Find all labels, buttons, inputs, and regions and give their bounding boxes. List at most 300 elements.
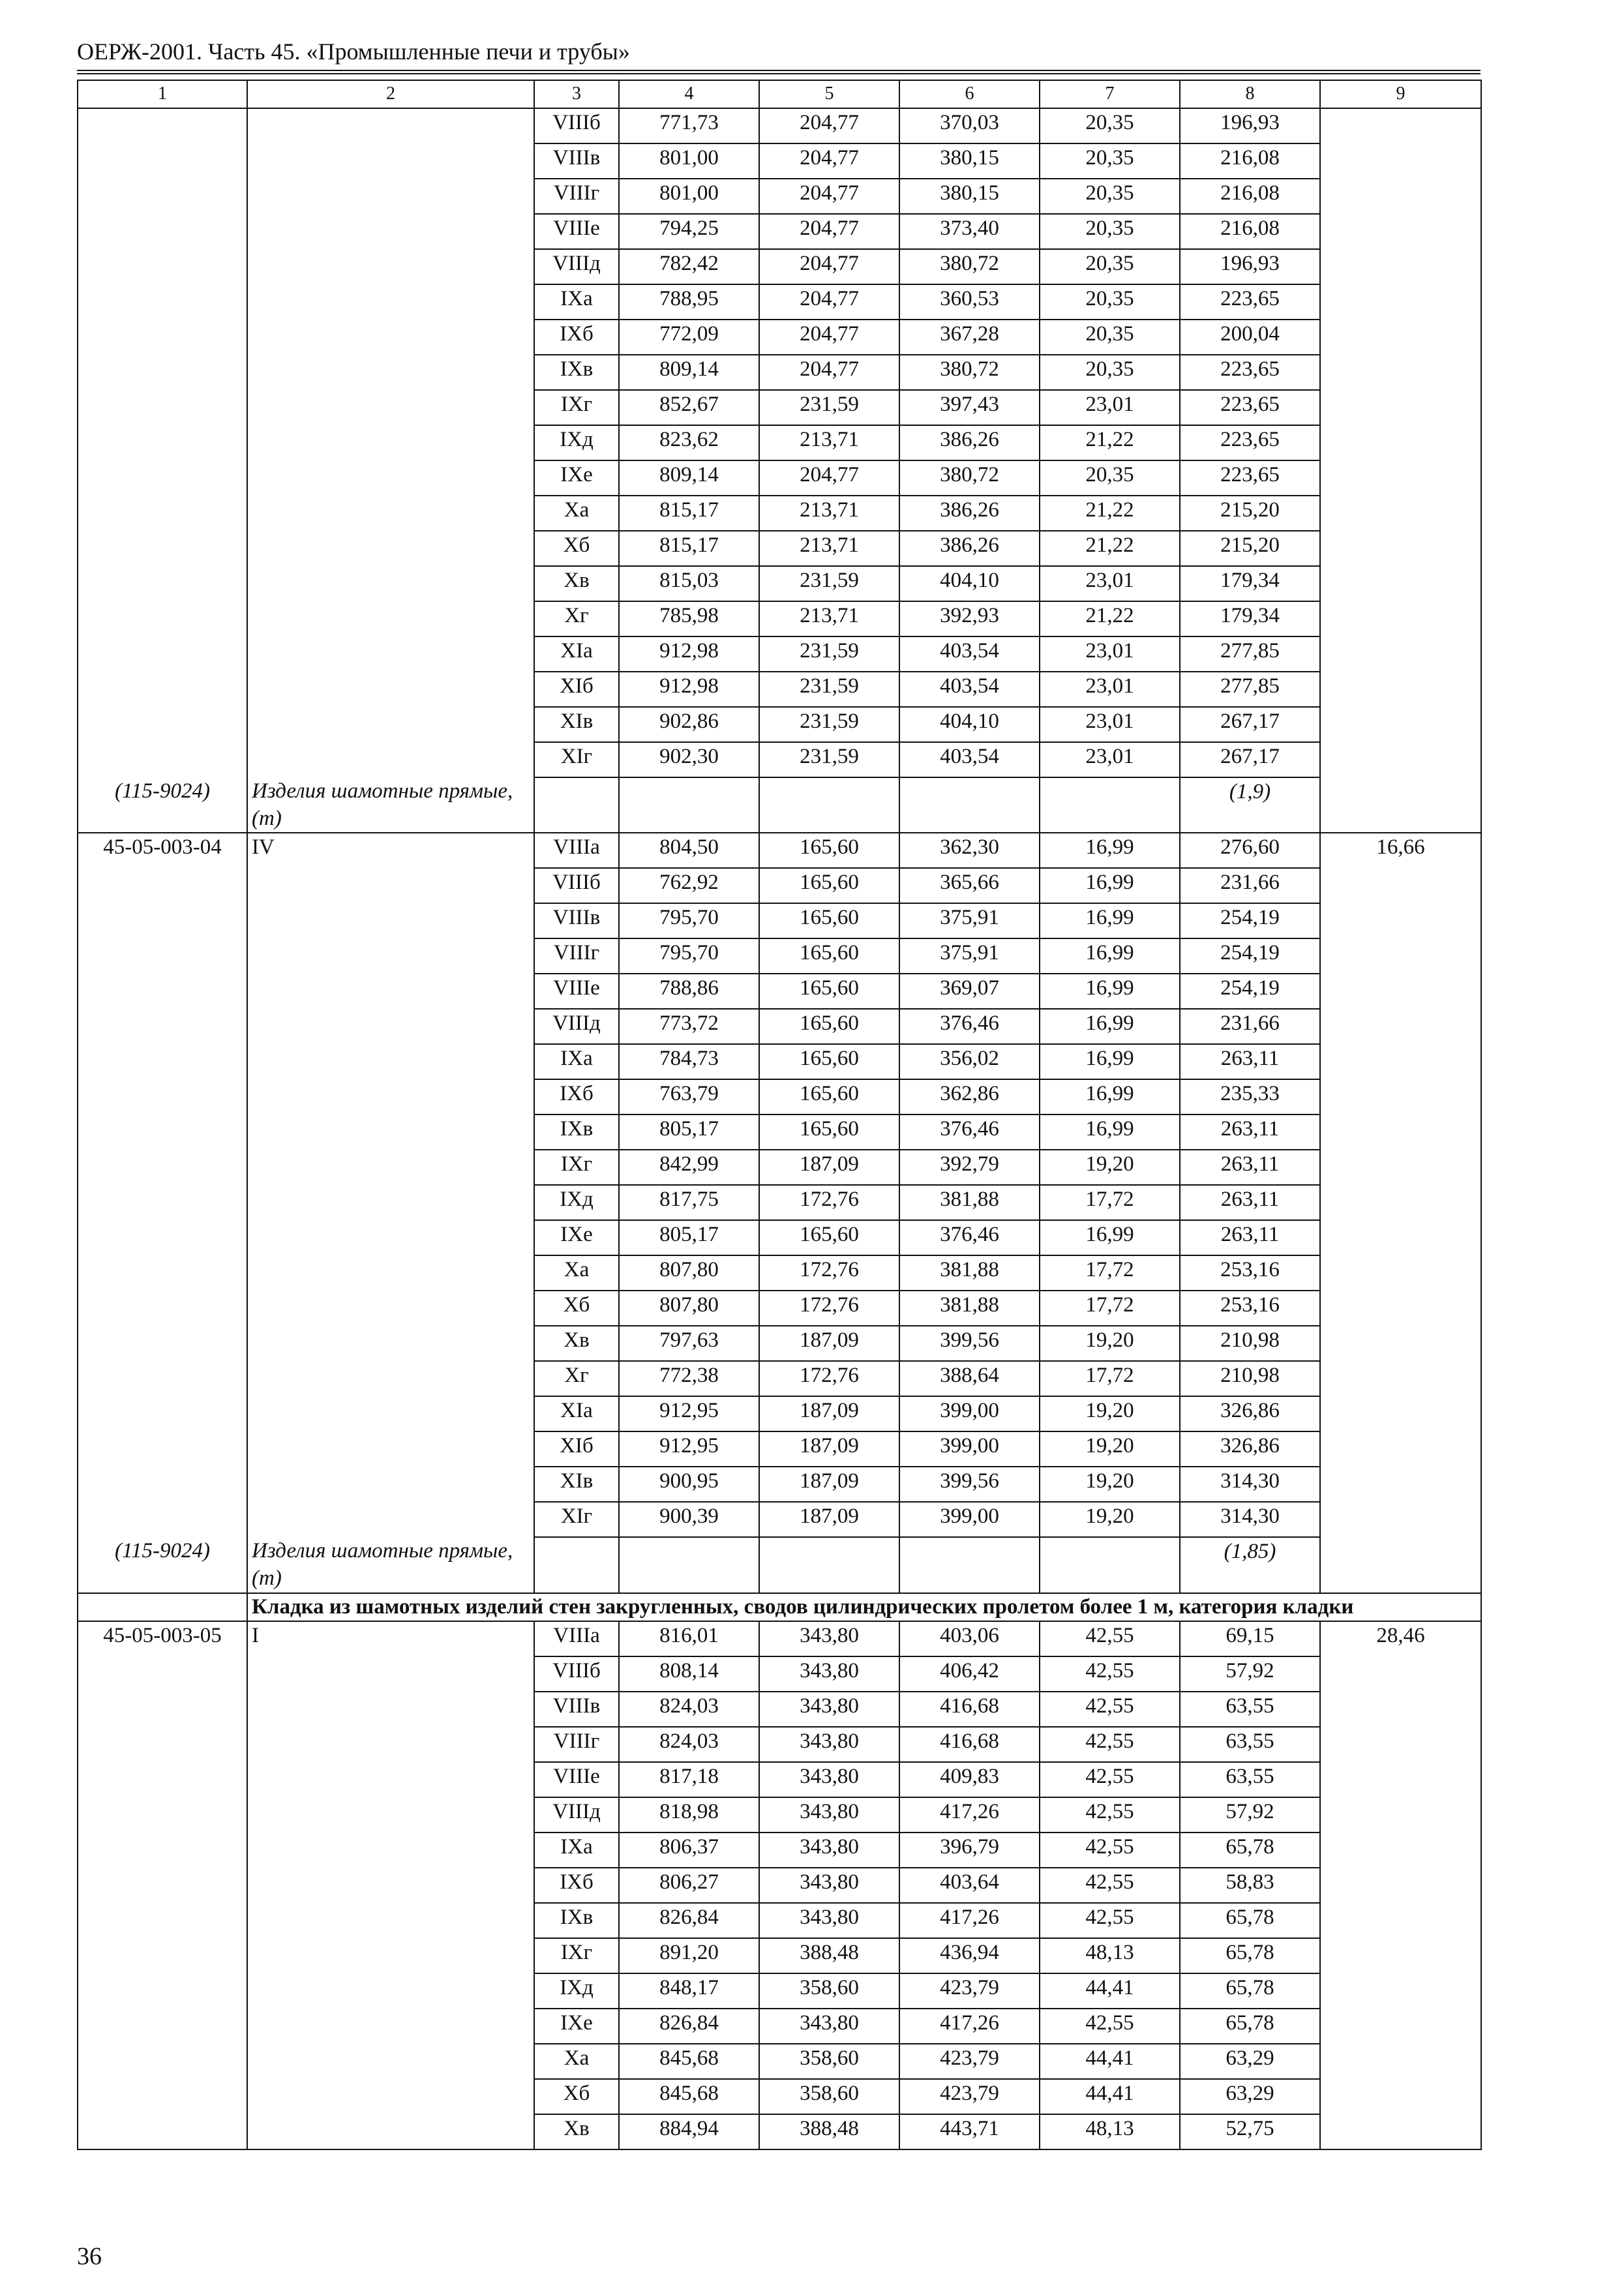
value-cell: 65,78: [1180, 1833, 1320, 1868]
rate-code-cell: [78, 1868, 247, 1903]
temperature-zone-cell: XIа: [534, 636, 619, 672]
value-cell: 21,22: [1040, 531, 1180, 566]
value-cell: 19,20: [1040, 1326, 1180, 1361]
masonry-category-cell: [247, 284, 534, 320]
value-cell: 165,60: [759, 903, 899, 938]
value-cell: 416,68: [899, 1692, 1040, 1727]
value-cell: 21,22: [1040, 496, 1180, 531]
rate-code-cell: [78, 531, 247, 566]
temperature-zone-cell: VIIIе: [534, 214, 619, 249]
value-cell: 816,01: [619, 1621, 759, 1656]
value-cell: 902,86: [619, 707, 759, 742]
table-row: [78, 1150, 1481, 1185]
masonry-category-cell: [247, 1797, 534, 1833]
value-cell: 358,60: [759, 2044, 899, 2079]
value-cell: 42,55: [1040, 1833, 1180, 1868]
rate-code-cell: [78, 249, 247, 284]
value-cell: 231,59: [759, 707, 899, 742]
value-cell: 20,35: [1040, 108, 1180, 143]
rate-code-cell: [78, 1396, 247, 1431]
value-cell: 215,20: [1180, 496, 1320, 531]
temperature-zone-cell: XIг: [534, 742, 619, 777]
value-cell: 231,59: [759, 672, 899, 707]
col9-cell: [1320, 355, 1481, 390]
value-cell: 809,14: [619, 460, 759, 496]
value-cell: 375,91: [899, 938, 1040, 974]
value-cell: 403,06: [899, 1621, 1040, 1656]
value-cell: 815,17: [619, 531, 759, 566]
rate-code-cell: [78, 355, 247, 390]
masonry-category-cell: [247, 742, 534, 777]
temperature-zone-cell: VIIIд: [534, 1009, 619, 1044]
value-cell: 842,99: [619, 1150, 759, 1185]
value-cell: 343,80: [759, 1727, 899, 1762]
value-cell: 165,60: [759, 938, 899, 974]
value-cell: 772,09: [619, 320, 759, 355]
value-cell: 42,55: [1040, 1692, 1180, 1727]
rate-code-cell: [78, 1220, 247, 1255]
temperature-zone-cell: VIIIб: [534, 868, 619, 903]
col9-cell: [1320, 938, 1481, 974]
value-cell: 204,77: [759, 249, 899, 284]
value-cell: 403,64: [899, 1868, 1040, 1903]
value-cell: 388,48: [759, 1938, 899, 1973]
value-cell: 204,77: [759, 355, 899, 390]
table-row: [78, 355, 1481, 390]
value-cell: 165,60: [759, 1115, 899, 1150]
rate-code-cell: [78, 1502, 247, 1537]
table-row: [78, 1220, 1481, 1255]
value-cell: 210,98: [1180, 1361, 1320, 1396]
value-cell: 231,66: [1180, 868, 1320, 903]
masonry-category-cell: [247, 1431, 534, 1467]
masonry-category-cell: [247, 108, 534, 143]
material-consumption-cell: (1,85): [1180, 1537, 1320, 1593]
value-cell: 254,19: [1180, 974, 1320, 1009]
masonry-category-cell: [247, 1079, 534, 1115]
value-cell: 215,20: [1180, 531, 1320, 566]
col9-cell: [1320, 1255, 1481, 1291]
value-cell: 216,08: [1180, 214, 1320, 249]
masonry-category-cell: [247, 1115, 534, 1150]
value-cell: 20,35: [1040, 249, 1180, 284]
value-cell: 223,65: [1180, 425, 1320, 460]
value-cell: 326,86: [1180, 1396, 1320, 1431]
rate-code-cell: [78, 2009, 247, 2044]
empty-cell: [619, 1537, 759, 1593]
value-cell: 172,76: [759, 1291, 899, 1326]
table-row: [78, 672, 1481, 707]
value-cell: 58,83: [1180, 1868, 1320, 1903]
value-cell: 23,01: [1040, 636, 1180, 672]
table-row: [78, 1868, 1481, 1903]
masonry-category-cell: [247, 1692, 534, 1727]
temperature-zone-cell: VIIIе: [534, 974, 619, 1009]
temperature-zone-cell: IXг: [534, 390, 619, 425]
table-row: [78, 1431, 1481, 1467]
value-cell: 801,00: [619, 179, 759, 214]
rates-table: [77, 80, 1482, 2150]
masonry-category-cell: I: [247, 1621, 534, 1656]
masonry-category-cell: [247, 1938, 534, 1973]
masonry-category-cell: [247, 1973, 534, 2009]
empty-cell: [1320, 1537, 1481, 1593]
column-number: 6: [899, 80, 1040, 108]
rate-code-cell: [78, 1692, 247, 1727]
masonry-category-cell: [247, 1467, 534, 1502]
value-cell: 795,70: [619, 938, 759, 974]
value-cell: 771,73: [619, 108, 759, 143]
value-cell: 17,72: [1040, 1291, 1180, 1326]
value-cell: 57,92: [1180, 1656, 1320, 1692]
rate-code-cell: [78, 1431, 247, 1467]
table-row: [78, 1727, 1481, 1762]
rate-code-cell: [78, 601, 247, 636]
col9-cell: [1320, 460, 1481, 496]
value-cell: 380,15: [899, 143, 1040, 179]
material-consumption-cell: (1,9): [1180, 777, 1320, 833]
masonry-category-cell: [247, 974, 534, 1009]
value-cell: 20,35: [1040, 284, 1180, 320]
col9-cell: [1320, 974, 1481, 1009]
temperature-zone-cell: VIIIг: [534, 938, 619, 974]
table-row: [78, 601, 1481, 636]
col9-cell: [1320, 636, 1481, 672]
value-cell: 852,67: [619, 390, 759, 425]
value-cell: 375,91: [899, 903, 1040, 938]
col9-cell: [1320, 1973, 1481, 2009]
masonry-category-cell: [247, 2009, 534, 2044]
value-cell: 187,09: [759, 1326, 899, 1361]
temperature-zone-cell: IXа: [534, 284, 619, 320]
masonry-category-cell: [247, 1727, 534, 1762]
table-row: [78, 143, 1481, 179]
empty-cell: [1320, 777, 1481, 833]
value-cell: 788,95: [619, 284, 759, 320]
value-cell: 187,09: [759, 1150, 899, 1185]
value-cell: 263,11: [1180, 1044, 1320, 1079]
table-row: [78, 108, 1481, 143]
value-cell: 16,99: [1040, 974, 1180, 1009]
table-row: [78, 1185, 1481, 1220]
rate-code-cell: 45-05-003-04: [78, 833, 247, 868]
value-cell: 57,92: [1180, 1797, 1320, 1833]
value-cell: 23,01: [1040, 566, 1180, 601]
value-cell: 16,99: [1040, 903, 1180, 938]
value-cell: 231,59: [759, 742, 899, 777]
section-title: Кладка из шамотных изделий стен закругленных, сводов цилиндрических пролетом более 1 м, категория кладки: [247, 1593, 1481, 1621]
col9-cell: [1320, 1150, 1481, 1185]
value-cell: 815,03: [619, 566, 759, 601]
value-cell: 20,35: [1040, 355, 1180, 390]
masonry-category-cell: [247, 1361, 534, 1396]
empty-cell: [534, 777, 619, 833]
value-cell: 42,55: [1040, 1762, 1180, 1797]
temperature-zone-cell: XIв: [534, 707, 619, 742]
value-cell: 404,10: [899, 707, 1040, 742]
temperature-zone-cell: IXб: [534, 1868, 619, 1903]
col9-cell: [1320, 1185, 1481, 1220]
value-cell: 396,79: [899, 1833, 1040, 1868]
value-cell: 165,60: [759, 1220, 899, 1255]
temperature-zone-cell: IXб: [534, 1079, 619, 1115]
col9-cell: [1320, 2079, 1481, 2114]
masonry-category-cell: [247, 636, 534, 672]
rate-code-cell: [78, 1044, 247, 1079]
value-cell: 403,54: [899, 742, 1040, 777]
col9-cell: [1320, 2009, 1481, 2044]
value-cell: 20,35: [1040, 320, 1180, 355]
temperature-zone-cell: IXв: [534, 355, 619, 390]
value-cell: 808,14: [619, 1656, 759, 1692]
masonry-category-cell: [247, 1656, 534, 1692]
masonry-category-cell: [247, 179, 534, 214]
value-cell: 19,20: [1040, 1502, 1180, 1537]
value-cell: 326,86: [1180, 1431, 1320, 1467]
temperature-zone-cell: IXв: [534, 1115, 619, 1150]
value-cell: 165,60: [759, 1044, 899, 1079]
temperature-zone-cell: Xб: [534, 1291, 619, 1326]
value-cell: 356,02: [899, 1044, 1040, 1079]
value-cell: 267,17: [1180, 707, 1320, 742]
value-cell: 204,77: [759, 460, 899, 496]
value-cell: 216,08: [1180, 143, 1320, 179]
masonry-category-cell: [247, 2044, 534, 2079]
rate-code-cell: [78, 636, 247, 672]
value-cell: 804,50: [619, 833, 759, 868]
value-cell: 263,11: [1180, 1150, 1320, 1185]
temperature-zone-cell: VIIIа: [534, 1621, 619, 1656]
value-cell: 381,88: [899, 1291, 1040, 1326]
table-row: [78, 938, 1481, 974]
value-cell: 386,26: [899, 496, 1040, 531]
col9-cell: [1320, 2044, 1481, 2079]
temperature-zone-cell: VIIIв: [534, 1692, 619, 1727]
value-cell: 216,08: [1180, 179, 1320, 214]
value-cell: 423,79: [899, 1973, 1040, 2009]
value-cell: 63,29: [1180, 2044, 1320, 2079]
value-cell: 912,95: [619, 1396, 759, 1431]
value-cell: 165,60: [759, 868, 899, 903]
temperature-zone-cell: IXе: [534, 2009, 619, 2044]
page-number: 36: [77, 2243, 102, 2270]
value-cell: 376,46: [899, 1220, 1040, 1255]
material-code-cell: (115-9024): [78, 1537, 247, 1593]
masonry-category-cell: [247, 1502, 534, 1537]
value-cell: 16,99: [1040, 1079, 1180, 1115]
value-cell: 343,80: [759, 1903, 899, 1938]
masonry-category-cell: [247, 214, 534, 249]
table-row: [78, 1692, 1481, 1727]
value-cell: 19,20: [1040, 1396, 1180, 1431]
value-cell: 213,71: [759, 425, 899, 460]
value-cell: 165,60: [759, 974, 899, 1009]
value-cell: 782,42: [619, 249, 759, 284]
table-row: [78, 2009, 1481, 2044]
document-header: [77, 38, 1481, 71]
value-cell: 65,78: [1180, 1903, 1320, 1938]
rate-code-cell: [78, 672, 247, 707]
empty-cell: [78, 1593, 247, 1621]
value-cell: 16,99: [1040, 938, 1180, 974]
col9-cell: [1320, 2114, 1481, 2149]
value-cell: 817,18: [619, 1762, 759, 1797]
value-cell: 165,60: [759, 1009, 899, 1044]
value-cell: 179,34: [1180, 566, 1320, 601]
value-cell: 404,10: [899, 566, 1040, 601]
temperature-zone-cell: Xа: [534, 1255, 619, 1291]
document-title: ОЕРЖ-2001. Часть 45. «Промышленные печи и трубы»: [77, 38, 630, 65]
rate-code-cell: [78, 108, 247, 143]
temperature-zone-cell: Xв: [534, 2114, 619, 2149]
value-cell: 381,88: [899, 1185, 1040, 1220]
table-row: [78, 1833, 1481, 1868]
value-cell: 254,19: [1180, 903, 1320, 938]
table-row: [78, 868, 1481, 903]
value-cell: 23,01: [1040, 707, 1180, 742]
table-row: [78, 320, 1481, 355]
value-cell: 231,66: [1180, 1009, 1320, 1044]
value-cell: 277,85: [1180, 636, 1320, 672]
rate-code-cell: [78, 2044, 247, 2079]
value-cell: 416,68: [899, 1727, 1040, 1762]
value-cell: 17,72: [1040, 1255, 1180, 1291]
temperature-zone-cell: VIIIд: [534, 1797, 619, 1833]
value-cell: 809,14: [619, 355, 759, 390]
value-cell: 891,20: [619, 1938, 759, 1973]
value-cell: 403,54: [899, 636, 1040, 672]
rate-code-cell: [78, 1326, 247, 1361]
value-cell: 277,85: [1180, 672, 1320, 707]
value-cell: 44,41: [1040, 1973, 1180, 2009]
table-row: [78, 1656, 1481, 1692]
value-cell: 200,04: [1180, 320, 1320, 355]
temperature-zone-cell: IXд: [534, 1185, 619, 1220]
table-row: [78, 1973, 1481, 2009]
masonry-category-cell: [247, 707, 534, 742]
rate-code-cell: [78, 938, 247, 974]
table-row: [78, 707, 1481, 742]
value-cell: 204,77: [759, 108, 899, 143]
value-cell: 380,72: [899, 460, 1040, 496]
temperature-zone-cell: IXа: [534, 1044, 619, 1079]
rate-code-cell: [78, 2079, 247, 2114]
col9-cell: [1320, 1762, 1481, 1797]
masonry-category-cell: [247, 601, 534, 636]
temperature-zone-cell: XIа: [534, 1396, 619, 1431]
col9-cell: [1320, 496, 1481, 531]
value-cell: 223,65: [1180, 460, 1320, 496]
value-cell: 23,01: [1040, 672, 1180, 707]
masonry-category-cell: [247, 1326, 534, 1361]
value-cell: 204,77: [759, 284, 899, 320]
empty-cell: [899, 1537, 1040, 1593]
value-cell: 417,26: [899, 1797, 1040, 1833]
value-cell: 165,60: [759, 833, 899, 868]
empty-cell: [619, 777, 759, 833]
temperature-zone-cell: VIIIг: [534, 1727, 619, 1762]
value-cell: 16,99: [1040, 1220, 1180, 1255]
rate-code-cell: [78, 1762, 247, 1797]
col9-cell: [1320, 566, 1481, 601]
value-cell: 392,93: [899, 601, 1040, 636]
value-cell: 762,92: [619, 868, 759, 903]
temperature-zone-cell: XIв: [534, 1467, 619, 1502]
col9-cell: 16,66: [1320, 833, 1481, 868]
table-row: [78, 1797, 1481, 1833]
value-cell: 406,42: [899, 1656, 1040, 1692]
col9-cell: [1320, 179, 1481, 214]
rate-code-cell: [78, 2114, 247, 2149]
col9-cell: [1320, 1692, 1481, 1727]
value-cell: 399,56: [899, 1326, 1040, 1361]
value-cell: 369,07: [899, 974, 1040, 1009]
table-row: [78, 636, 1481, 672]
masonry-category-cell: [247, 496, 534, 531]
value-cell: 69,15: [1180, 1621, 1320, 1656]
value-cell: 16,99: [1040, 868, 1180, 903]
table-row: [78, 1255, 1481, 1291]
value-cell: 362,30: [899, 833, 1040, 868]
value-cell: 399,00: [899, 1431, 1040, 1467]
col9-cell: [1320, 214, 1481, 249]
temperature-zone-cell: IXв: [534, 1903, 619, 1938]
col9-cell: [1320, 1467, 1481, 1502]
col9-cell: [1320, 1220, 1481, 1255]
value-cell: 805,17: [619, 1115, 759, 1150]
masonry-category-cell: [247, 868, 534, 903]
masonry-category-cell: [247, 938, 534, 974]
value-cell: 902,30: [619, 742, 759, 777]
material-note-row: [78, 1537, 1481, 1593]
value-cell: 386,26: [899, 531, 1040, 566]
value-cell: 900,95: [619, 1467, 759, 1502]
value-cell: 63,55: [1180, 1727, 1320, 1762]
table-row: [78, 742, 1481, 777]
table-row: [78, 1361, 1481, 1396]
value-cell: 805,17: [619, 1220, 759, 1255]
col9-cell: [1320, 1656, 1481, 1692]
rate-code-cell: [78, 1938, 247, 1973]
value-cell: 773,72: [619, 1009, 759, 1044]
value-cell: 845,68: [619, 2079, 759, 2114]
table-row: [78, 496, 1481, 531]
masonry-category-cell: [247, 1762, 534, 1797]
temperature-zone-cell: VIIIд: [534, 249, 619, 284]
rate-code-cell: [78, 1185, 247, 1220]
masonry-category-cell: [247, 1291, 534, 1326]
col9-cell: [1320, 1797, 1481, 1833]
temperature-zone-cell: VIIIв: [534, 143, 619, 179]
rate-code-cell: [78, 320, 247, 355]
value-cell: 380,72: [899, 355, 1040, 390]
table-row: [78, 1903, 1481, 1938]
col9-cell: [1320, 1938, 1481, 1973]
value-cell: 343,80: [759, 1797, 899, 1833]
temperature-zone-cell: Xб: [534, 531, 619, 566]
value-cell: 204,77: [759, 179, 899, 214]
rate-code-cell: [78, 1727, 247, 1762]
masonry-category-cell: [247, 1185, 534, 1220]
column-number: 2: [247, 80, 534, 108]
col9-cell: [1320, 1868, 1481, 1903]
rate-code-cell: [78, 179, 247, 214]
col9-cell: [1320, 1727, 1481, 1762]
masonry-category-cell: [247, 1396, 534, 1431]
rate-code-cell: [78, 903, 247, 938]
table-row: [78, 1291, 1481, 1326]
temperature-zone-cell: IXе: [534, 1220, 619, 1255]
